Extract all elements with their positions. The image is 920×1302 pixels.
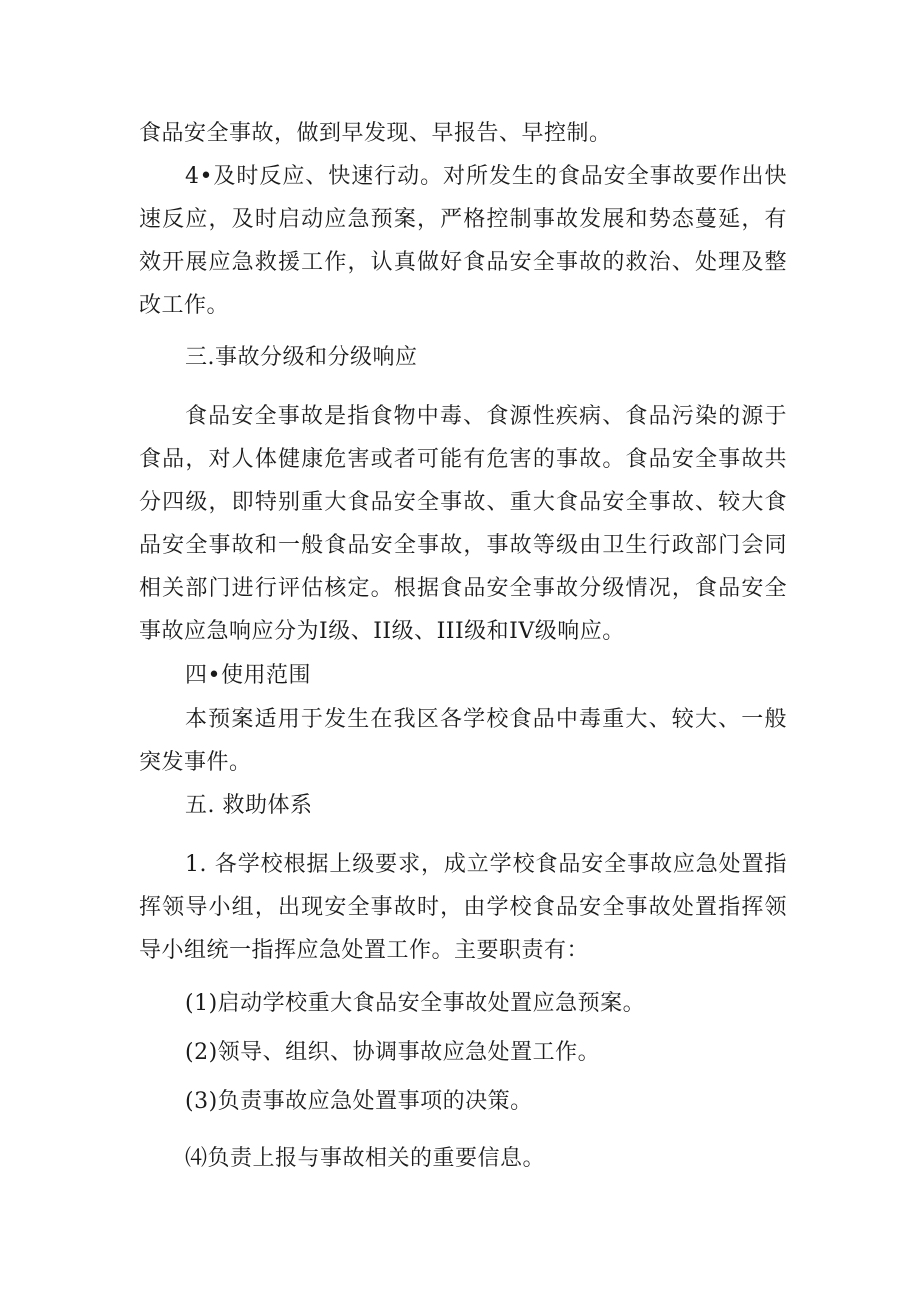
section-heading-5: 五. 救助体系 <box>185 793 313 818</box>
list-item-duty-2: (2)领导、组织、协调事故应急处置工作。 <box>185 1040 601 1065</box>
paragraph-rescue-system-1: 1. 各学校根据上级要求，成立学校食品安全事故应急处置指挥领导小组，出现安全事故时，由学校食品安全事故处置指挥领导小组统一指挥应急处置工作。主要职责有： <box>139 852 787 963</box>
list-item-duty-3: (3)负责事故应急处置事项的决策。 <box>185 1089 533 1114</box>
list-item-duty-4: ⑷负责上报与事故相关的重要信息。 <box>185 1146 546 1171</box>
section-heading-4: 四•使用范围 <box>185 663 311 688</box>
paragraph-accident-levels: 食品安全事故是指食物中毒、食源性疾病、食品污染的源于食品，对人体健康危害或者可能有危害的事故。食品安全事故共分四级，即特别重大食品安全事故、重大食品安全事故、较大食品安全事故和一般食品安全事故，事故等级由卫生行政部门会同相关部门进行评估核定。根据食品安全事故分级情况，食品安全事故应急响应分为I级、II级、III级和IV级响应。 <box>139 404 787 644</box>
paragraph-continuation: 食品安全事故，做到早发现、早报告、早控制。 <box>139 121 612 146</box>
section-heading-3: 三.事故分级和分级响应 <box>185 345 418 370</box>
list-item-duty-1: (1)启动学校重大食品安全事故处置应急预案。 <box>185 991 646 1016</box>
paragraph-item-4: 4•及时反应、快速行动。对所发生的食品安全事故要作出快速反应，及时启动应急预案，严格控制事故发展和势态蔓延，有效开展应急救援工作，认真做好食品安全事故的救治、处理及整改工作。 <box>139 164 787 318</box>
paragraph-scope: 本预案适用于发生在我区各学校食品中毒重大、较大、一般突发事件。 <box>139 707 787 775</box>
